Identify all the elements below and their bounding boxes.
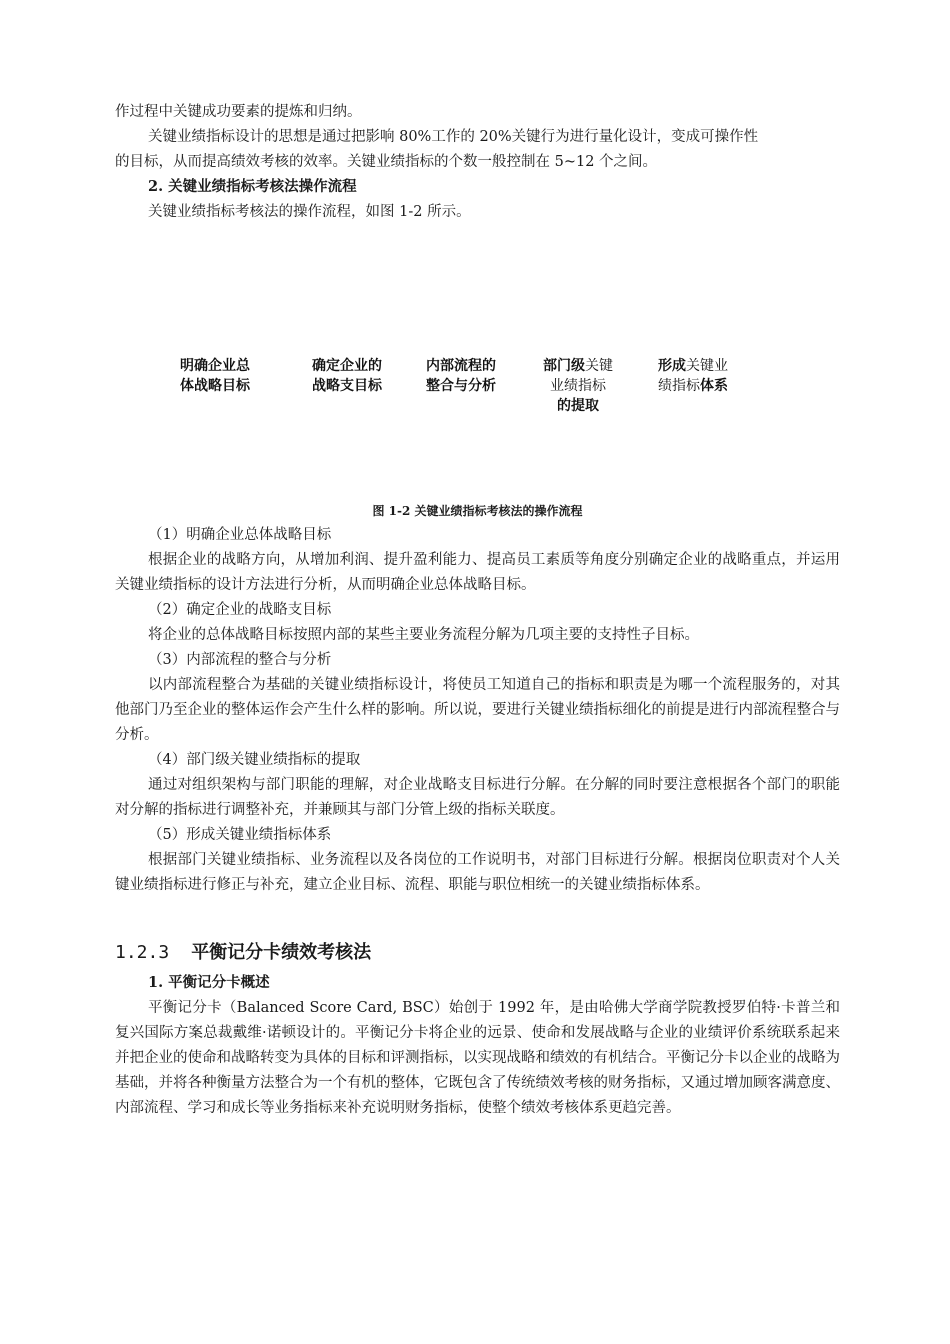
section-heading (115, 938, 371, 964)
step-2-body-text: 将企业的总体战略目标按照内部的某些主要业务流程分解为几项主要的支持性子目标。 (148, 627, 699, 643)
step-1-body (115, 548, 840, 598)
section-title: 平衡记分卡绩效考核法 (191, 942, 372, 963)
flow-step-1 (167, 356, 263, 396)
flow-step-3 (413, 356, 509, 396)
intro-paragraph-line-1: 关键业绩指标设计的思想是通过把影响 80%工作的 20%关键行为进行量化设计，变成可操作性 (148, 129, 759, 145)
flow-step-4-line-1a: 部门级 (543, 358, 585, 374)
flow-intro-text: 关键业绩指标考核法的操作流程，如图 1-2 所示。 (148, 204, 471, 220)
step-1-title: （1）明确企业总体战略目标 (148, 527, 332, 543)
sub-heading-operation-flow: 2. 关键业绩指标考核法操作流程 (148, 178, 357, 195)
flow-step-5-line-2a: 绩指标 (658, 378, 700, 394)
flow-step-4-line-1b: 关键 (585, 358, 613, 374)
step-5-body (115, 848, 840, 898)
step-4-title: （4）部门级关键业绩指标的提取 (148, 752, 361, 768)
flow-step-5-line-1b: 关键业 (686, 358, 728, 374)
intro-line: 作过程中关键成功要素的提炼和归纳。 (115, 104, 362, 120)
flow-step-4-line-1 (530, 356, 626, 376)
bsc-sub-heading: 1. 平衡记分卡概述 (148, 974, 270, 991)
flow-step-5 (645, 356, 741, 396)
flow-step-3-line-2: 整合与分析 (426, 378, 496, 394)
flow-step-1-line-1: 明确企业总 (180, 358, 250, 374)
flow-step-4-line-2: 业绩指标 (550, 378, 606, 394)
flow-step-2 (299, 356, 395, 396)
step-1-body-text: 根据企业的战略方向，从增加利润、提升盈利能力、提高员工素质等角度分别确定企业的战略重点，并运用关键业绩指标的设计方法进行分析，从而明确企业总体战略目标。 (115, 552, 840, 593)
step-3-body (115, 673, 840, 748)
step-5-body-text: 根据部门关键业绩指标、业务流程以及各岗位的工作说明书，对部门目标进行分解。根据岗位职责对个人关键业绩指标进行修正与补充，建立企业目标、流程、职能与职位相统一的关键业绩指标体系。 (115, 852, 840, 893)
flow-step-5-line-1a: 形成 (658, 358, 686, 374)
flow-step-4-line-3: 的提取 (557, 398, 599, 414)
flow-step-2-line-1: 确定企业的 (312, 358, 382, 374)
step-2-title: （2）确定企业的战略支目标 (148, 602, 332, 618)
section-number: 1.2.3 (115, 942, 170, 963)
flow-step-1-line-2: 体战略目标 (180, 378, 250, 394)
step-4-body (115, 773, 840, 823)
flow-step-3-line-1: 内部流程的 (426, 358, 496, 374)
flow-step-2-line-2: 战略支目标 (312, 378, 382, 394)
flow-step-5-line-2 (645, 376, 741, 396)
bsc-body-text: 平衡记分卡（Balanced Score Card, BSC）始创于 1992 年，是由哈佛大学商学院教授罗伯特·卡普兰和复兴国际方案总裁戴维·诺顿设计的。平衡记分卡将企业的远景、使命和发展战略与企业的业绩评价系统联系起来并把企业的使命和战略转变为具体的目标和评测指标，以实现战略和绩效的有机结合。平衡记分卡以企业的战略为基础，并将各种衡量方法整合为一个有机的整体，它既包含了传统绩效考核的财务指标，又通过增加顾客满意度、内部流程、学习和成长等业务指标来补充说明财务指标，使整个绩效考核体系更趋完善。 (115, 1000, 840, 1116)
figure-caption: 图 1-2 关键业绩指标考核法的操作流程 (372, 504, 583, 518)
bsc-body (115, 996, 840, 1121)
step-5-title: （5）形成关键业绩指标体系 (148, 827, 332, 843)
flow-step-5-line-2b: 体系 (700, 378, 728, 394)
step-3-title: （3）内部流程的整合与分析 (148, 652, 332, 668)
step-2-body (115, 623, 840, 648)
flow-step-4 (530, 356, 626, 416)
flow-step-5-line-1 (645, 356, 741, 376)
step-3-body-text: 以内部流程整合为基础的关键业绩指标设计，将使员工知道自己的指标和职责是为哪一个流程服务的，对其他部门乃至企业的整体运作会产生什么样的影响。所以说，要进行关键业绩指标细化的前提是进行内部流程整合与分析。 (115, 677, 840, 743)
intro-paragraph-line-2: 的目标，从而提高绩效考核的效率。关键业绩指标的个数一般控制在 5~12 个之间。 (115, 154, 658, 170)
step-4-body-text: 通过对组织架构与部门职能的理解，对企业战略支目标进行分解。在分解的同时要注意根据各个部门的职能对分解的指标进行调整补充，并兼顾其与部门分管上级的指标关联度。 (115, 777, 840, 818)
